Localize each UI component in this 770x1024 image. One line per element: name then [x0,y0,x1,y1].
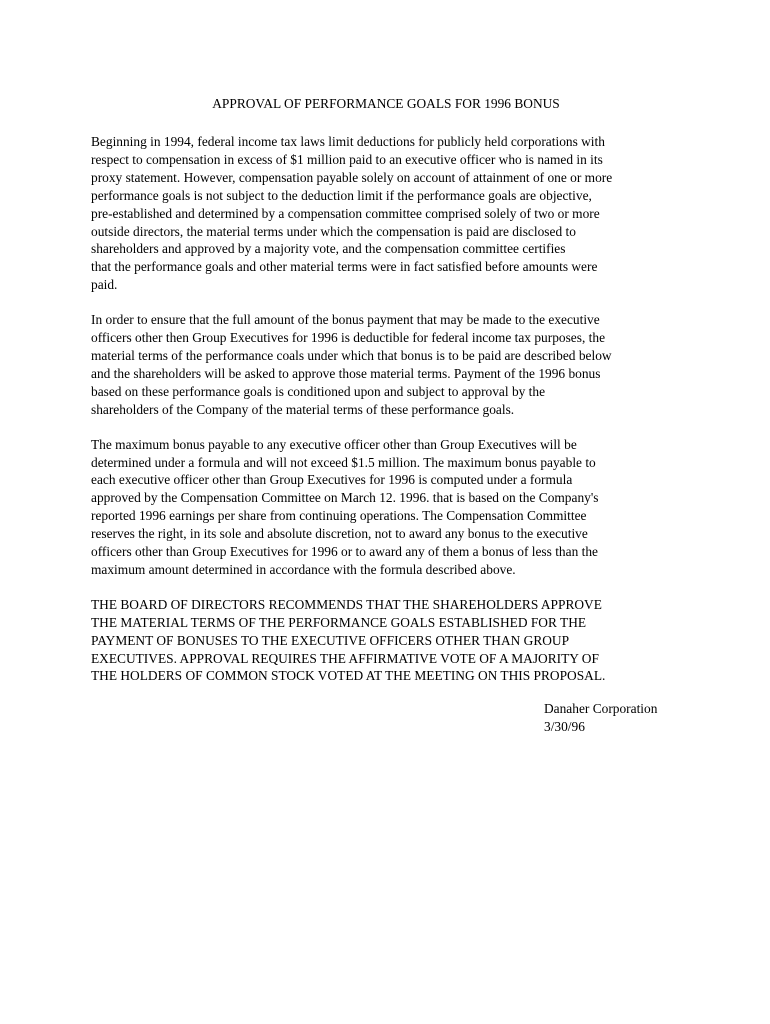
text-line: The maximum bonus payable to any executive officer other than Group Executives will be [91,436,577,452]
text-line: respect to compensation in excess of $1 million paid to an executive officer who is named in its [91,151,603,167]
document-date: 3/30/96 [544,719,585,734]
signature-block [544,700,657,736]
text-line: approved by the Compensation Committee on March 12. 1996. that is based on the Company's [91,490,599,506]
text-line: reported 1996 earnings per share from continuing operations. The Compensation Committee [91,508,587,524]
text-line: maximum amount determined in accordance with the formula described above. [91,561,516,577]
text-line: each executive officer other than Group Executives for 1996 is computed under a formula [91,472,573,488]
text-line: based on these performance goals is conditioned upon and subject to approval by the [91,383,546,399]
text-line: reserves the right, in its sole and absolute discretion, not to award any bonus to the executive [91,526,588,542]
text-line: THE BOARD OF DIRECTORS RECOMMENDS THAT THE SHAREHOLDERS APPROVE [91,596,602,612]
document-body [91,96,691,702]
company-name: Danaher Corporation [544,701,658,716]
text-line: Beginning in 1994, federal income tax laws limit deductions for publicly held corporations with [91,134,605,149]
text-line: determined under a formula and will not exceed $1.5 million. The maximum bonus payable to [91,454,596,470]
text-line: proxy statement. However, compensation payable solely on account of attainment of one or more [91,169,613,185]
text-line: performance goals is not subject to the deduction limit if the performance goals are objective, [91,187,592,203]
paragraph-maximum-bonus [91,436,691,579]
paragraph-board-recommendation [91,596,691,686]
text-line: PAYMENT OF BONUSES TO THE EXECUTIVE OFFICERS OTHER THAN GROUP [91,632,570,648]
text-line: officers other than Group Executives for 1996 or to award any of them a bonus of less than the [91,544,598,560]
text-line: In order to ensure that the full amount of the bonus payment that may be made to the executive [91,312,600,328]
text-line: that the performance goals and other material terms were in fact satisfied before amounts were [91,259,598,275]
text-line: shareholders and approved by a majority vote, and the compensation committee certifies [91,241,566,257]
text-line: and the shareholders will be asked to approve those material terms. Payment of the 1996 bonus [91,365,601,381]
paragraph-deductibility [91,311,691,418]
text-line: pre-established and determined by a compensation committee comprised solely of two or more [91,205,600,221]
text-line: paid. [91,277,118,293]
text-line: material terms of the performance coals under which that bonus is to be paid are described below [91,347,612,363]
text-line: shareholders of the Company of the material terms of these performance goals. [91,401,515,417]
text-line: THE HOLDERS OF COMMON STOCK VOTED AT THE MEETING ON THIS PROPOSAL. [91,668,606,684]
text-line: THE MATERIAL TERMS OF THE PERFORMANCE GOALS ESTABLISHED FOR THE [91,614,587,630]
paragraph-tax-law [91,133,691,294]
text-line: outside directors, the material terms under which the compensation is paid are disclosed to [91,223,576,239]
document-title: APPROVAL OF PERFORMANCE GOALS FOR 1996 BONUS [212,96,560,111]
text-line: EXECUTIVES. APPROVAL REQUIRES THE AFFIRMATIVE VOTE OF A MAJORITY OF [91,650,599,666]
text-line: officers other then Group Executives for 1996 is deductible for federal income tax purposes, the [91,330,606,346]
